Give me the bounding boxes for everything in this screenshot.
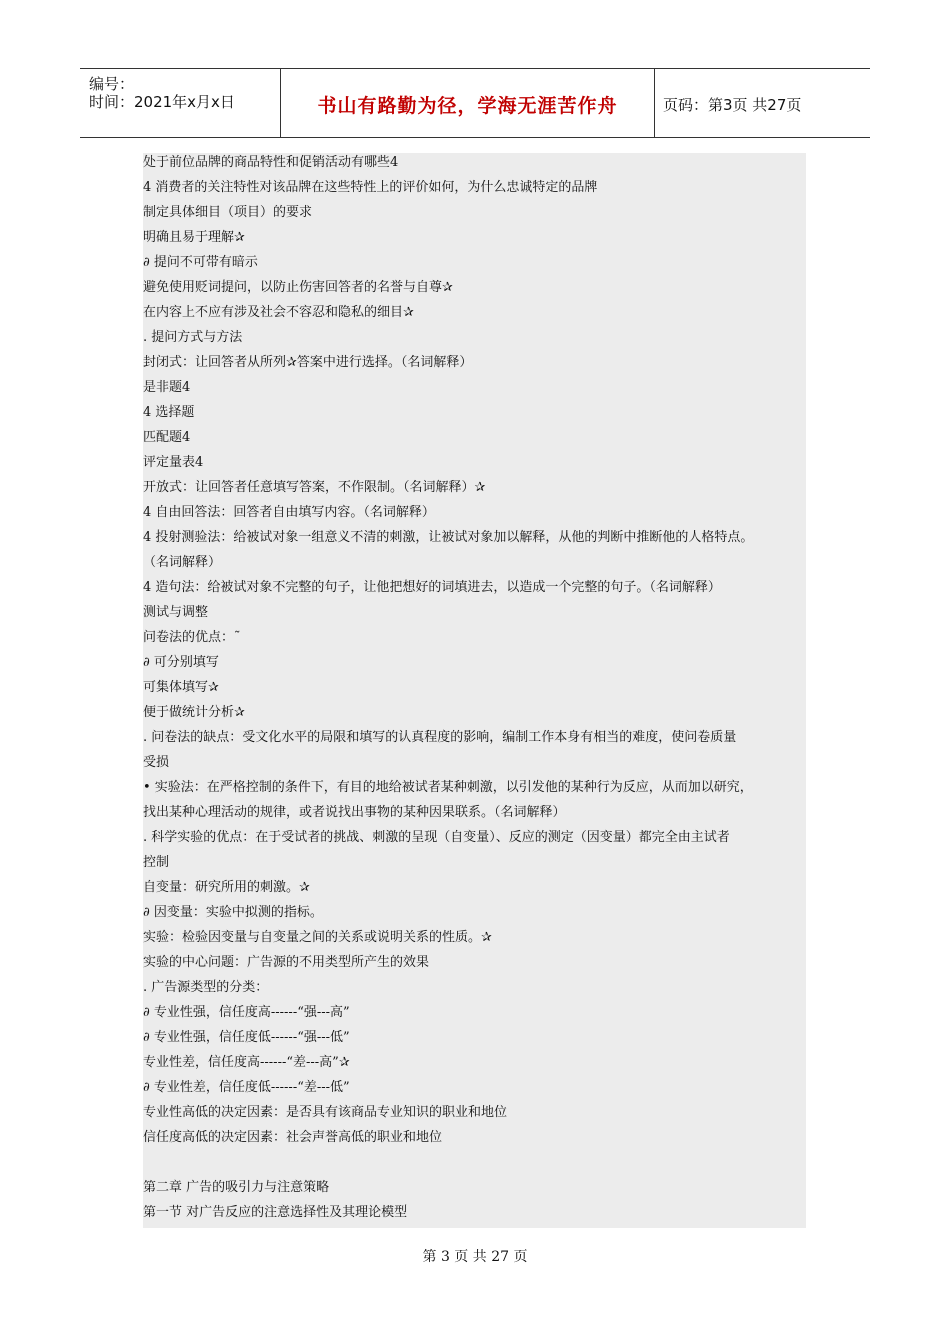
text-line: . 广告源类型的分类： — [143, 980, 269, 995]
text-line: 在内容上不应有涉及社会不容忍和隐私的细目✰ — [143, 305, 414, 320]
text-line: 明确且易于理解✰ — [143, 230, 245, 245]
text-line: ∂ 专业性强，信任度低------“强---低” — [143, 1030, 350, 1045]
text-line: 实验：检验因变量与自变量之间的关系或说明关系的性质。✰ — [143, 930, 492, 945]
text-line: 评定量表4 — [143, 455, 204, 470]
text-line: 4 投射测验法：给被试对象一组意义不清的刺激，让被试对象加以解释，从他的判断中推断他的人格特点。 — [143, 530, 754, 545]
text-line: 专业性高低的决定因素：是否具有该商品专业知识的职业和地位 — [143, 1105, 508, 1120]
text-line: 封闭式：让回答者从所列✰答案中进行选择。（名词解释） — [143, 355, 473, 370]
text-line: 可集体填写✰ — [143, 680, 219, 695]
chapter-heading: 第二章 广告的吸引力与注意策略 — [143, 1180, 330, 1195]
text-line: ∂ 提问不可带有暗示 — [143, 255, 258, 270]
text-line: 是非题4 — [143, 380, 191, 395]
text-line: 处于前位品牌的商品特性和促销活动有哪些4 — [143, 155, 399, 170]
text-line: 自变量：研究所用的刺激。✰ — [143, 880, 310, 895]
text-line: 4 选择题 — [143, 405, 195, 420]
text-line: ∂ 专业性差，信任度低------“差---低” — [143, 1080, 350, 1095]
page-footer: 第 3 页 共 27 页 — [422, 1249, 528, 1265]
text-line: 受损 — [143, 755, 170, 770]
text-line: （名词解释） — [143, 555, 222, 570]
text-line: . 科学实验的优点：在于受试者的挑战、刺激的呈现（自变量）、反应的测定（因变量）都完全由主试者 — [143, 830, 730, 845]
text-line: 匹配题4 — [143, 430, 191, 445]
text-line: 开放式：让回答者任意填写答案，不作限制。（名词解释）✰ — [143, 480, 486, 495]
text-line: 问卷法的优点：˜ — [143, 630, 241, 645]
page-info: 页码：第3页 共27页 — [663, 96, 802, 114]
text-line: 找出某种心理活动的规律，或者说找出事物的某种因果联系。（名词解释） — [143, 805, 566, 820]
document-body — [143, 153, 806, 1228]
text-line: 控制 — [143, 855, 170, 870]
text-line: 信任度高低的决定因素：社会声誉高低的职业和地位 — [143, 1130, 443, 1145]
number-label: 编号： — [89, 75, 135, 93]
header-meta-cell — [80, 69, 281, 137]
text-line: 避免使用贬词提问，以防止伤害回答者的名誉与自尊✰ — [143, 280, 453, 295]
text-line: 测试与调整 — [143, 605, 209, 620]
text-line: ∂ 可分别填写 — [143, 655, 219, 670]
text-line: 制定具体细目（项目）的要求 — [143, 205, 313, 220]
text-line: ∂ 因变量：实验中拟测的指标。 — [143, 905, 323, 920]
text-line: . 提问方式与方法 — [143, 330, 243, 345]
text-line: . 问卷法的缺点：受文化水平的局限和填写的认真程度的影响，编制工作本身有相当的难度，使问卷质量 — [143, 730, 737, 745]
text-line: 便于做统计分析✰ — [143, 705, 245, 720]
text-line: 4 自由回答法：回答者自由填写内容。（名词解释） — [143, 505, 435, 520]
text-line: ∂ 专业性强，信任度高------“强---高” — [143, 1005, 350, 1020]
text-line: 实验的中心问题：广告源的不用类型所产生的效果 — [143, 955, 430, 970]
page-header — [80, 68, 870, 138]
text-line: 专业性差，信任度高------“差---高”✰ — [143, 1055, 350, 1070]
text-line: 4 造句法：给被试对象不完整的句子，让他把想好的词填进去，以造成一个完整的句子。（名词解释） — [143, 580, 721, 595]
text-line: • 实验法：在严格控制的条件下，有目的地给被试者某种刺激，以引发他的某种行为反应，从而加以研究， — [143, 780, 753, 795]
header-page-cell — [655, 69, 870, 137]
section-heading: 第一节 对广告反应的注意选择性及其理论模型 — [143, 1205, 408, 1220]
time-label: 时间：2021年x月x日 — [89, 93, 235, 111]
text-line: 4 消费者的关注特性对该品牌在这些特性上的评价如何，为什么忠诚特定的品牌 — [143, 180, 598, 195]
header-motto-cell — [281, 69, 655, 137]
motto-text: 书山有路勤为径，学海无涯苦作舟 — [317, 95, 618, 117]
